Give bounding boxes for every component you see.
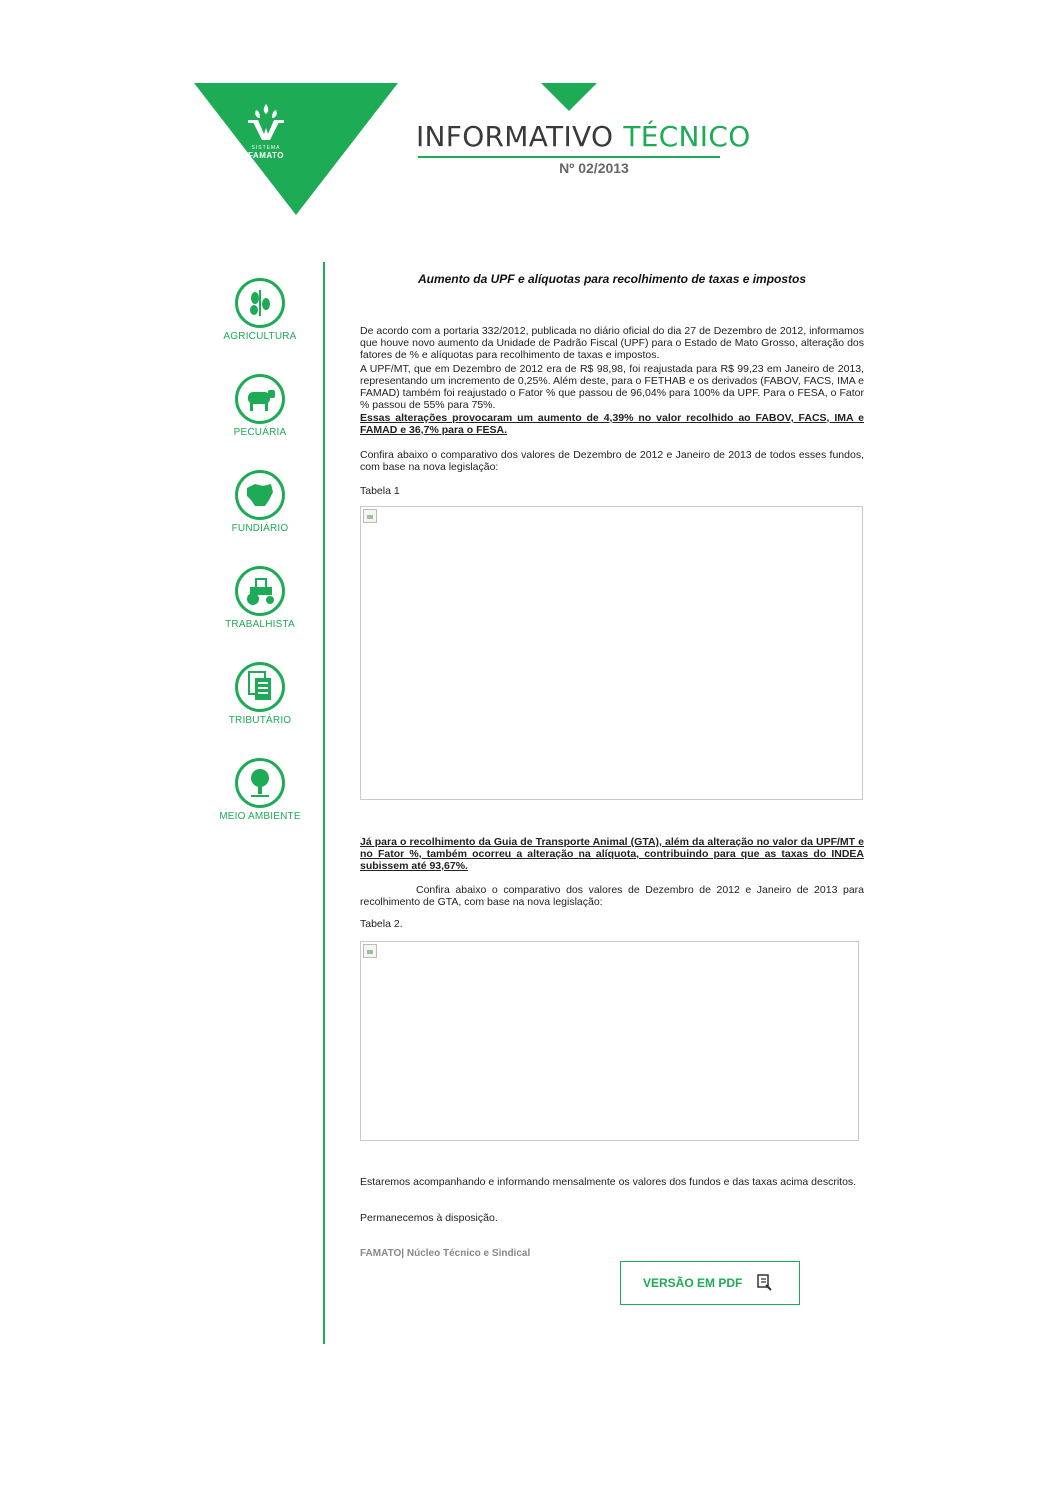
broken-image-icon: [363, 509, 377, 523]
sidebar-divider: [323, 262, 325, 1344]
sidebar-item-meio-ambiente[interactable]: [210, 758, 310, 822]
page-title: [416, 120, 751, 153]
land-map-icon: [235, 470, 285, 520]
documents-icon: [235, 662, 285, 712]
sidebar-item-pecuaria[interactable]: [210, 374, 310, 438]
paragraph-upf: A UPF/MT, que em Dezembro de 2012 era de R$ 98,98, foi reajustada para R$ 99,23 em Janeiro de 2013, representando um incremento de 0,25%. Além deste, para o FETHAB e os derivados (FABOV, FACS, IMA e FAMAD) também foi reajustado o Fator % que passou de 96,04% para 100% da UPF. Para o FESA, o Fator % passou de 55% para 75%.: [360, 363, 864, 411]
paragraph-highlight-2: Já para o recolhimento da Guia de Transporte Animal (GTA), além da alteração no valor da UPF/MT e no Fator %, também ocorreu a alteração na alíquota, contribuindo para que as taxas do INDEA subissem até 93,67%.: [360, 836, 864, 872]
sidebar-item-tributario[interactable]: [210, 662, 310, 726]
agriculture-icon: [235, 278, 285, 328]
paragraph-closing: Estaremos acompanhando e informando mensalmente os valores dos fundos e das taxas acima descritos.: [360, 1176, 857, 1188]
pdf-download-icon: [756, 1273, 772, 1294]
title-underline: [418, 156, 720, 158]
sidebar-item-label: FUNDIÁRIO: [231, 523, 289, 534]
article-title: Aumento da UPF e alíquotas para recolhimento de taxas e impostos: [417, 272, 807, 286]
broken-image-icon: [363, 944, 377, 958]
footer-organization: FAMATO| Núcleo Técnico e Sindical: [360, 1248, 531, 1259]
sidebar-item-fundiario[interactable]: [210, 470, 310, 534]
tree-icon: [235, 758, 285, 808]
table1-label: Tabela 1: [360, 485, 400, 497]
title-part-1: INFORMATIVO: [416, 120, 614, 153]
famato-logo[interactable]: [226, 100, 306, 170]
sidebar-item-label: AGRICULTURA: [223, 331, 297, 342]
table2-image: [360, 941, 859, 1141]
sidebar-item-label: MEIO AMBIENTE: [219, 811, 301, 822]
sidebar-item-label: TRABALHISTA: [225, 619, 295, 630]
sidebar-item-agricultura[interactable]: [210, 278, 310, 342]
paragraph-highlight-1: Essas alterações provocaram um aumento de 4,39% no valor recolhido ao FABOV, FACS, IMA e FAMAD e 36,7% para o FESA.: [360, 412, 864, 436]
issue-number: Nº 02/2013: [559, 160, 629, 176]
sidebar-item-label: TRIBUTÁRIO: [228, 715, 292, 726]
pdf-version-button[interactable]: [620, 1261, 800, 1305]
paragraph-compare-2: Confira abaixo o comparativo dos valores de Dezembro de 2012 e Janeiro de 2013 para recolhimento de GTA, com base na nova legislação:: [360, 884, 864, 908]
table2-label: Tabela 2.: [360, 918, 403, 930]
tractor-icon: [235, 566, 285, 616]
logo-name: FAMATO: [247, 151, 285, 160]
sidebar-item-trabalhista[interactable]: [210, 566, 310, 630]
logo-subtitle: SISTEMA: [251, 145, 281, 151]
paragraph-compare-1: Confira abaixo o comparativo dos valores de Dezembro de 2012 e Janeiro de 2013 de todos esses fundos, com base na nova legislação:: [360, 449, 864, 473]
table1-image: [360, 506, 863, 800]
pdf-button-label: VERSÃO EM PDF: [643, 1276, 743, 1290]
livestock-icon: [235, 374, 285, 424]
title-part-2: TÉCNICO: [623, 120, 751, 153]
paragraph-signoff: Permanecemos à disposição.: [360, 1212, 498, 1224]
famato-logo-icon: [244, 100, 288, 144]
header-triangle: [541, 83, 597, 111]
sidebar-item-label: PECUÁRIA: [233, 427, 287, 438]
paragraph-intro: De acordo com a portaria 332/2012, publicada no diário oficial do dia 27 de Dezembro de 2012, informamos que houve novo aumento da Unidade de Padrão Fiscal (UPF) para o Estado de Mato Grosso, alteração dos fatores de % e alíquotas para recolhimento de taxas e impostos.: [360, 325, 864, 361]
